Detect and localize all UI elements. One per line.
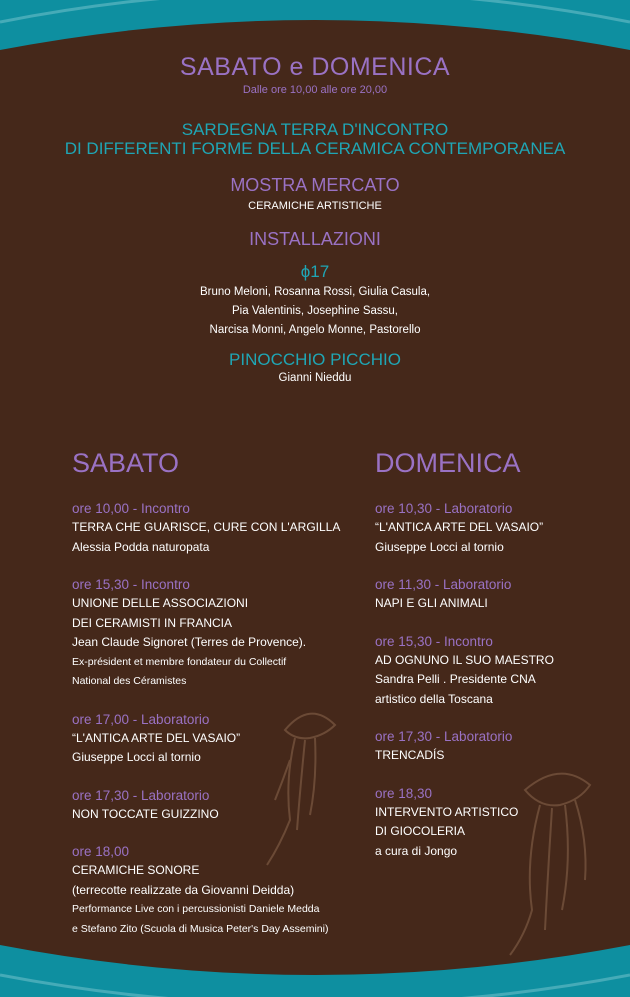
domenica-event xyxy=(375,632,615,710)
artists-line-3: Narcisa Monni, Angelo Monne, Pastorello xyxy=(209,324,421,336)
event-line: NON TOCCATE GUIZZINO xyxy=(72,806,219,821)
artists-line-2: Pia Valentinis, Josephine Sassu, xyxy=(232,305,398,317)
event-line: NAPI E GLI ANIMALI xyxy=(375,596,488,610)
event-line: CERAMICHE SONORE xyxy=(72,863,200,877)
installazioni-title: INSTALLAZIONI xyxy=(249,229,381,249)
header-section xyxy=(0,52,630,388)
event-time: ore 17,30 - Laboratorio xyxy=(72,787,210,803)
sabato-event xyxy=(72,710,362,768)
pinocchio-title: PINOCCHIO PICCHIO xyxy=(229,350,401,369)
domenica-event xyxy=(375,499,615,557)
event-line: INTERVENTO ARTISTICO xyxy=(375,804,519,819)
sabato-event xyxy=(72,575,362,692)
event-time: ore 17,30 - Laboratorio xyxy=(375,729,513,744)
sabato-event xyxy=(72,842,362,939)
domenica-event xyxy=(375,575,615,614)
event-time: ore 18,30 xyxy=(375,785,433,801)
sabato-column xyxy=(72,445,362,957)
event-line: UNIONE DELLE ASSOCIAZIONI xyxy=(72,596,249,610)
event-time: ore 15,30 - Incontro xyxy=(375,633,493,649)
event-line: artistico della Toscana xyxy=(375,691,493,706)
domenica-column xyxy=(375,445,615,879)
event-line: TERRA CHE GUARISCE, CURE CON L'ARGILLA xyxy=(72,520,341,534)
event-line: e Stefano Zito (Scuola di Musica Peter's Day Assemini) xyxy=(72,922,329,935)
event-line: Performance Live con i percussionisti Daniele Medda xyxy=(72,903,320,915)
event-line: (terrecotte realizzate da Giovanni Deidda) xyxy=(72,882,295,897)
event-line: AD OGNUNO IL SUO MAESTRO xyxy=(375,652,554,667)
sabato-event xyxy=(72,499,362,557)
event-line: Ex-président et membre fondateur du Collectif xyxy=(72,655,287,668)
event-time: ore 10,30 - Laboratorio xyxy=(375,501,513,516)
event-line: Giuseppe Locci al tornio xyxy=(375,539,504,554)
domenica-event xyxy=(375,727,615,766)
event-line: Sandra Pelli . Presidente CNA xyxy=(375,672,536,686)
mostra-subtitle: CERAMICHE ARTISTICHE xyxy=(248,200,382,212)
sabato-title: SABATO xyxy=(72,448,180,478)
event-time: ore 18,00 xyxy=(72,844,130,859)
theme-line-2: DI DIFFERENTI FORME DELLA CERAMICA CONTEMPORANEA xyxy=(64,139,566,158)
event-line: “L'ANTICA ARTE DEL VASAIO” xyxy=(72,730,241,745)
event-time: ore 15,30 - Incontro xyxy=(72,577,190,592)
event-line: “L'ANTICA ARTE DEL VASAIO” xyxy=(375,520,544,534)
event-time: ore 11,30 - Laboratorio xyxy=(375,577,512,592)
domenica-event xyxy=(375,784,615,862)
phi-title: ϕ17 xyxy=(300,262,330,281)
theme-line-1: SARDEGNA TERRA D'INCONTRO xyxy=(181,120,449,139)
event-line: DEI CERAMISTI IN FRANCIA xyxy=(72,615,233,630)
event-line: a cura di Jongo xyxy=(375,843,458,858)
event-hours: Dalle ore 10,00 alle ore 20,00 xyxy=(242,84,388,96)
event-line: DI GIOCOLERIA xyxy=(375,824,466,838)
event-time: ore 17,00 - Laboratorio xyxy=(72,711,210,727)
event-line: Giuseppe Locci al tornio xyxy=(72,750,201,764)
event-line: Alessia Podda naturopata xyxy=(72,539,210,554)
event-time: ore 10,00 - Incontro xyxy=(72,501,190,516)
artists-line-1: Bruno Meloni, Rosanna Rossi, Giulia Casula, xyxy=(199,286,431,298)
pinocchio-author: Gianni Nieddu xyxy=(278,372,352,384)
event-line: National des Céramistes xyxy=(72,675,187,687)
domenica-title: DOMENICA xyxy=(375,448,521,478)
event-line: TRENCADÍS xyxy=(375,748,445,762)
event-line: Jean Claude Signoret (Terres de Provence). xyxy=(72,635,307,649)
mostra-title: MOSTRA MERCATO xyxy=(230,175,400,195)
event-title: SABATO e DOMENICA xyxy=(179,53,451,81)
sabato-event xyxy=(72,786,362,825)
